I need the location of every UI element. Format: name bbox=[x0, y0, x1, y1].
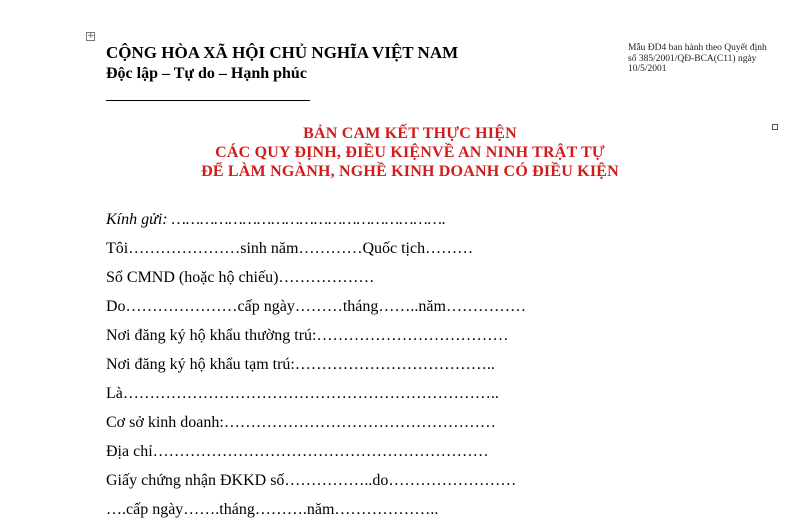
country-header: CỘNG HÒA XÃ HỘI CHỦ NGHĨA VIỆT NAM bbox=[106, 43, 459, 62]
title-line: ĐỂ LÀM NGÀNH, NGHỀ KINH DOANH CÓ ĐIỀU KIỆN bbox=[201, 163, 619, 180]
field-temporary-residence: Nơi đăng ký hộ khẩu tạm trú:……………………………….. bbox=[106, 356, 495, 373]
field-id-number: Số CMND (hoặc hộ chiếu)……………… bbox=[106, 269, 375, 286]
header-underline bbox=[106, 100, 310, 101]
note-line: số 385/2001/QĐ-BCA(C11) ngày bbox=[628, 53, 757, 64]
field-addressee: Kính gửi: …………………………………………………. bbox=[106, 211, 446, 228]
field-name-birth-nationality: Tôi…………………sinh năm…………Quốc tịch……… bbox=[106, 240, 474, 257]
motto-header: Độc lập – Tự do – Hạnh phúc bbox=[106, 65, 307, 82]
document-title bbox=[150, 124, 670, 181]
form-fields bbox=[106, 210, 776, 529]
field-permanent-residence: Nơi đăng ký hộ khẩu thường trú:……………………………… bbox=[106, 327, 509, 344]
field-position: Là…………………………………………………………….. bbox=[106, 385, 499, 402]
field-business-registration: Giấy chứng nhận ĐKKD số……………..do…………………… bbox=[106, 472, 517, 489]
field-issued-by-date: Do…………………cấp ngày………tháng……..năm…………… bbox=[106, 298, 526, 315]
note-line: 10/5/2001 bbox=[628, 64, 667, 74]
field-business-establishment: Cơ sở kinh doanh:…………………………………………… bbox=[106, 414, 496, 431]
note-line: Mẫu ĐD4 ban hành theo Quyết định bbox=[628, 43, 767, 53]
field-registration-date: ….cấp ngày…….tháng……….năm……………….. bbox=[106, 501, 439, 518]
field-address: Địa chỉ……………………………………………………… bbox=[106, 443, 489, 460]
title-line: CÁC QUY ĐỊNH, ĐIỀU KIỆNVỀ AN NINH TRẬT TỰ bbox=[215, 144, 605, 161]
move-anchor-icon[interactable]: + bbox=[87, 31, 95, 41]
resize-handle[interactable] bbox=[772, 124, 778, 130]
form-reference-note bbox=[628, 43, 778, 75]
title-line: BẢN CAM KẾT THỰC HIỆN bbox=[303, 125, 517, 142]
